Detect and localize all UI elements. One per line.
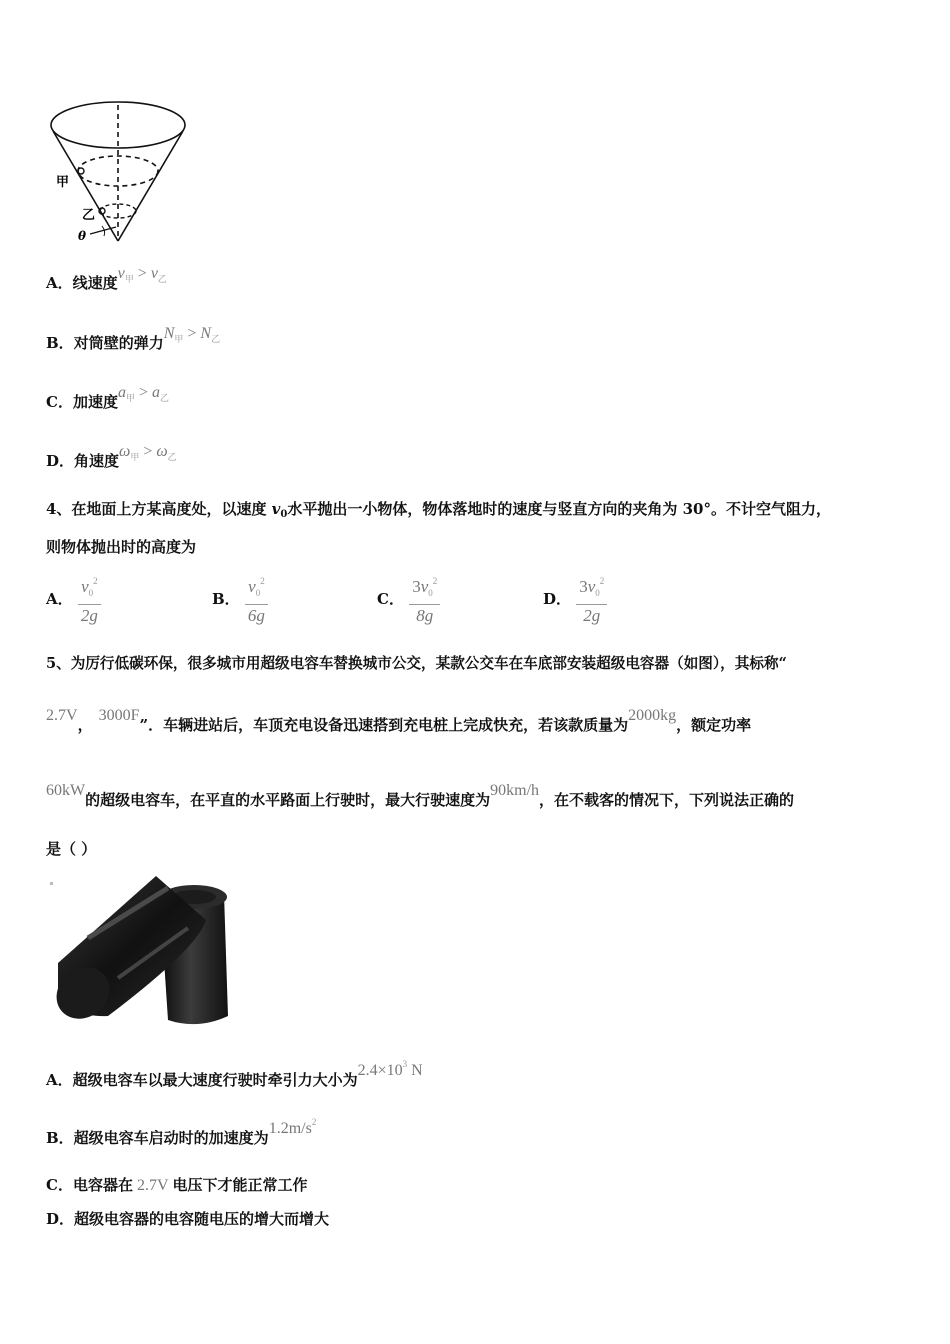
q4-stem-line1: 4、在地面上方某高度处，以速度 $v_0$水平抛出一小物体，物体落地时的速度与竖直方向的夹角为 30°。不计空气阻力， [46,500,831,520]
q5-option-a[interactable]: A．超级电容车以最大速度行驶时牵引力大小为$2.4\times 10^3$ N [46,1059,423,1089]
q5-stem-line2: 2.7V，3000F”．车辆进站后，车顶充电设备迅速搭到充电桩上完成快充，若该款质量为2000kg，额定功率 [46,707,752,734]
q4-option-a[interactable]: A． $\frac{v_0^2}{2g}$ [46,570,101,627]
q4-option-d[interactable]: D． $\frac{3v_0^2}{2g}$ [543,570,607,627]
label-theta: θ [78,229,87,243]
q4-stem-line2: 则物体抛出时的高度为 [46,538,197,556]
label-jia: 甲 [56,175,70,190]
q5-stem-line3: 60kW的超级电容车，在平直的水平路面上行驶时，最大行驶速度为90km/h，在不载客的情况下，下列说法正确的 [46,782,795,809]
supercapacitor-photo [48,868,233,1033]
q5-option-c[interactable]: C．电容器在 2.7V 电压下才能正常工作 [46,1176,308,1194]
q3-option-b[interactable]: B．对筒壁的弹力$N_甲 > N_乙$ [46,325,221,352]
q4-option-c[interactable]: C． $\frac{3v_0^2}{8g}$ [377,570,440,627]
q3-option-a[interactable]: A．线速度$v_甲 > v_乙$ [46,265,167,292]
q5-option-b[interactable]: B．超级电容车启动时的加速度为$1.2m/s^2$ [46,1117,317,1147]
q5-stem-line1: 5、为厉行低碳环保，很多城市用超级电容车替换城市公交，某款公交车在车底部安装超级电容器（如图），其标称“ [46,655,787,672]
q5-option-d[interactable]: D．超级电容器的电容随电压的增大而增大 [46,1210,330,1228]
q3-option-c[interactable]: C．加速度$a_甲 > a_乙$ [46,384,170,411]
q5-stem-line4: 是（ ） [46,840,97,858]
q3-option-d[interactable]: D．角速度$\omega_甲 > \omega_乙$ [46,443,177,470]
q4-option-b[interactable]: B． $\frac{v_0^2}{6g}$ [212,570,268,627]
cone-figure [40,95,200,250]
label-yi: 乙 [82,208,96,223]
